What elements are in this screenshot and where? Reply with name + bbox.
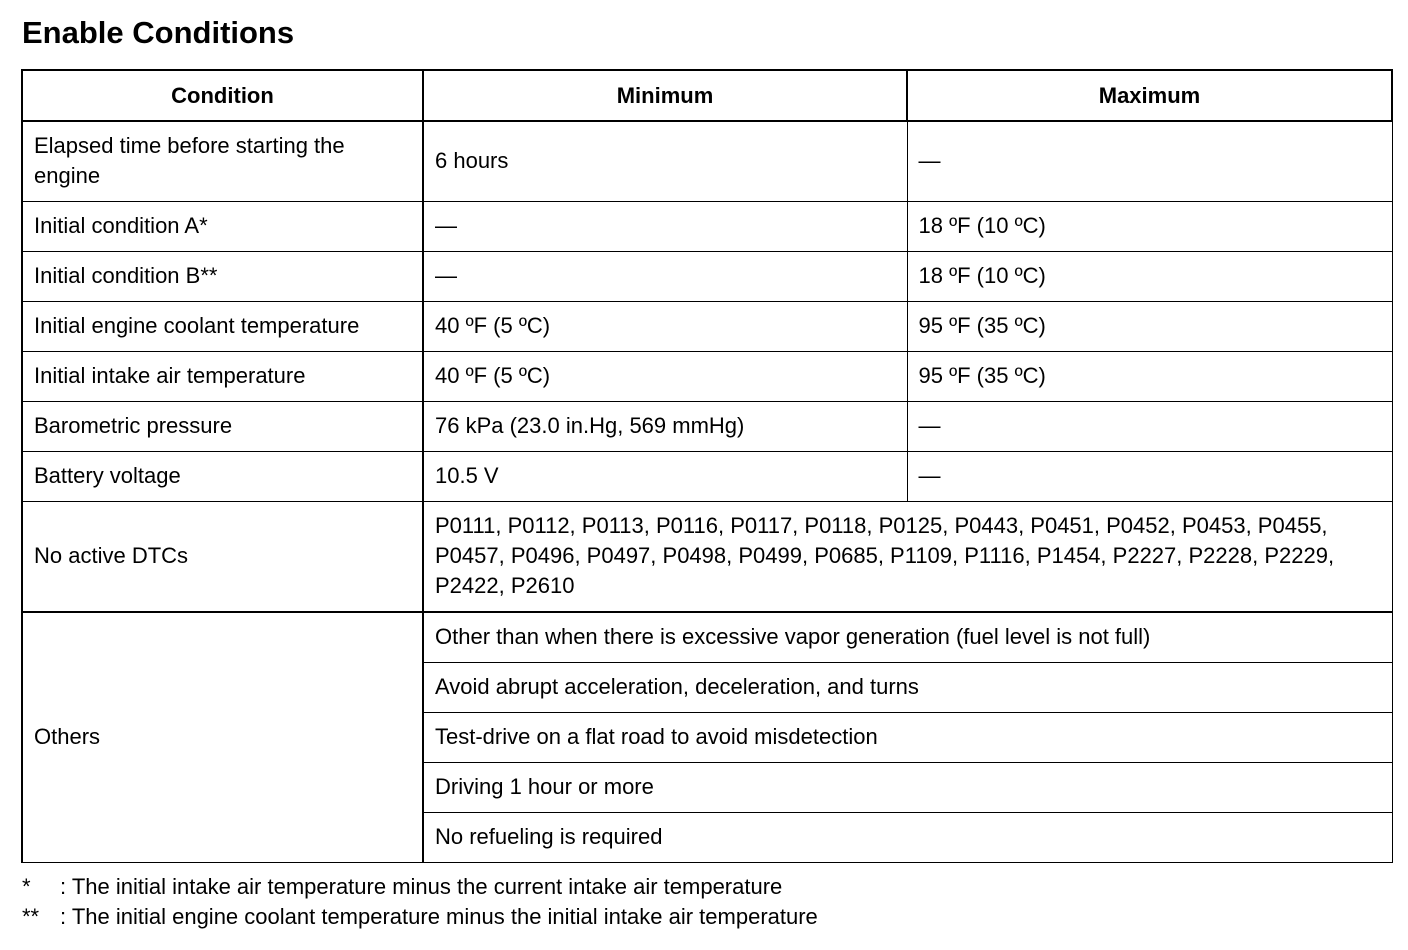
- footnote: [22, 902, 818, 932]
- minimum-cell: 40 ºF (5 ºC): [423, 351, 907, 401]
- footnote-mark: *: [22, 874, 31, 899]
- condition-cell: Initial condition A*: [22, 201, 423, 251]
- maximum-cell: 95 ºF (35 ºC): [907, 351, 1392, 401]
- table-row: [22, 201, 1392, 251]
- header-condition: Condition: [22, 70, 423, 121]
- dtc-row: [22, 501, 1392, 612]
- dtc-codes: P0111, P0112, P0113, P0116, P0117, P0118, P0125, P0443, P0451, P0452, P0453, P0455, P0457, P0496, P0497, P0498, P0499, P0685, P1109, P1116, P1454, P2227, P2228, P2229, P2422, P2610: [435, 513, 1335, 599]
- minimum-cell: —: [423, 251, 907, 301]
- table-row: [22, 401, 1392, 451]
- condition-cell: Others: [22, 612, 423, 862]
- maximum-cell: —: [907, 121, 1392, 201]
- dtc-list-cell: [423, 501, 1392, 612]
- others-item: Driving 1 hour or more: [423, 762, 1392, 812]
- others-item: No refueling is required: [423, 812, 1392, 862]
- table-row: [22, 251, 1392, 301]
- maximum-cell: 95 ºF (35 ºC): [907, 301, 1392, 351]
- condition-cell: Battery voltage: [22, 451, 423, 501]
- table-row: [22, 301, 1392, 351]
- header-maximum: Maximum: [907, 70, 1392, 121]
- others-item: Test-drive on a flat road to avoid misdetection: [423, 712, 1392, 762]
- condition-cell: Initial intake air temperature: [22, 351, 423, 401]
- table-header-row: [22, 70, 1392, 121]
- condition-cell: [22, 121, 423, 201]
- table-row: [22, 351, 1392, 401]
- condition-cell: Initial engine coolant temperature: [22, 301, 423, 351]
- footnote-text: : The initial intake air temperature minus the current intake air temperature: [60, 874, 783, 899]
- maximum-cell: 18 ºF (10 ºC): [907, 201, 1392, 251]
- condition-cell: Barometric pressure: [22, 401, 423, 451]
- minimum-cell: —: [423, 201, 907, 251]
- enable-conditions-table: [21, 69, 1393, 863]
- condition-cell: Initial condition B**: [22, 251, 423, 301]
- footnote-text: : The initial engine coolant temperature minus the initial intake air temperature: [60, 904, 818, 929]
- others-item: Avoid abrupt acceleration, deceleration, and turns: [423, 662, 1392, 712]
- table-row: [22, 121, 1392, 201]
- footnotes: [22, 872, 818, 932]
- minimum-cell: 40 ºF (5 ºC): [423, 301, 907, 351]
- condition-cell: No active DTCs: [22, 501, 423, 612]
- maximum-cell: —: [907, 401, 1392, 451]
- condition-label: Elapsed time before starting the engine: [34, 133, 345, 189]
- page-title: Enable Conditions: [22, 15, 295, 50]
- footnote: [22, 872, 818, 902]
- minimum-cell: 76 kPa (23.0 in.Hg, 569 mmHg): [423, 401, 907, 451]
- header-minimum: Minimum: [423, 70, 907, 121]
- footnote-mark: **: [22, 904, 40, 929]
- others-item: Other than when there is excessive vapor generation (fuel level is not full): [423, 612, 1392, 662]
- minimum-cell: 10.5 V: [423, 451, 907, 501]
- minimum-cell: 6 hours: [423, 121, 907, 201]
- table-row: [22, 451, 1392, 501]
- maximum-cell: —: [907, 451, 1392, 501]
- maximum-cell: 18 ºF (10 ºC): [907, 251, 1392, 301]
- others-row: [22, 612, 1392, 662]
